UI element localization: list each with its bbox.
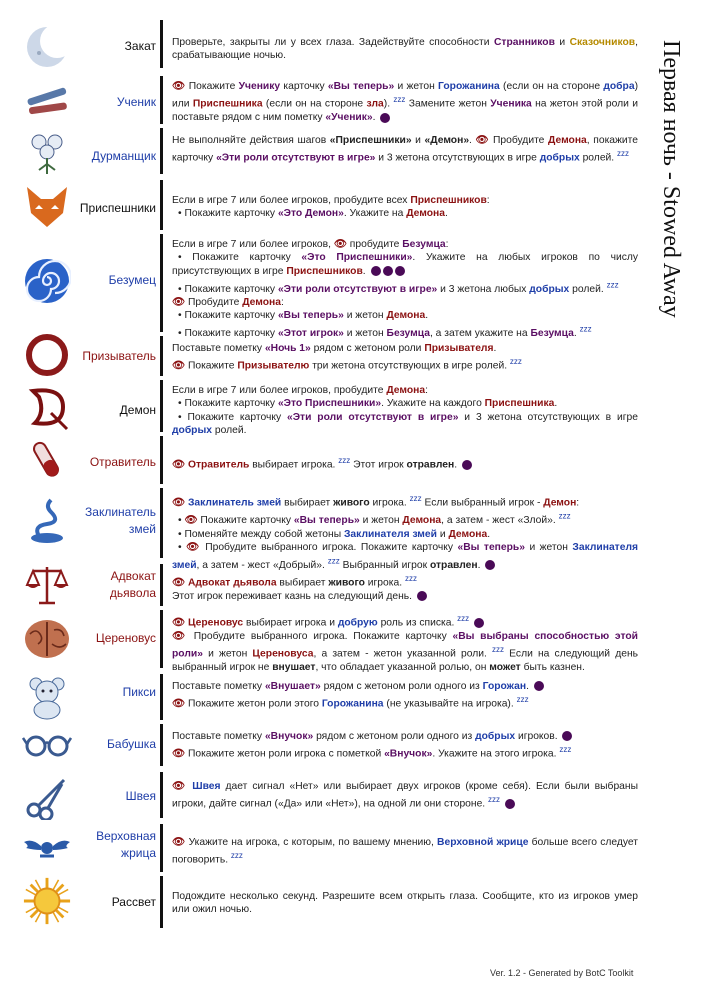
step-text: 👁 Адвокат дьявола выбирает живого игрока. $^{zzz}$ Этот игрок переживает казнь на следующий день. [172,572,638,603]
step-name: Ученик [116,95,156,109]
snake-icon [22,496,72,546]
step-name: Демон [119,403,156,417]
step-name: Цереновус [95,631,156,645]
step-text: 👁 Цереновус выбирает игрока и добрую роль из списка. $^{zzz}$ 👁 Пробудите выбранного игрока. Покажите карточку «Вы выбраны способностью этой роли» и жетон Цереновуса, а затем - жетон указанной роли. $^{zzz}$ Если на следующий день выбранный игрок не внушает, что обладает указанной ролью, он может быть казнен. [172,614,639,674]
step-divider [160,724,163,766]
step-row [0,564,640,606]
tools-icon [22,78,72,128]
step-divider [160,436,163,484]
step-row [0,380,640,437]
step-divider [160,674,163,720]
step-text: Не выполняйте действия шагов «Приспешники» и «Демон». 👁 Пробудите Демона, покажите карточку «Эти роли отсутствуют в игре» и 3 жетона отсутствующих в игре добрых ролей. $^{zzz}$ [172,135,638,164]
step-text: Поставьте пометку «Внучок» рядом с жетоном роли одного из добрых игроков. 👁 Покажите жетон роли игрока с пометкой «Внучок». Укажите на этого игрока. $^{zzz}$ [172,731,572,760]
scissors-icon [22,772,72,822]
step-divider [160,772,163,818]
step-text: Поставьте пометку «Внушает» рядом с жетоном роли одного из Горожан. 👁 Покажите жетон роли этого Горожанина (не указывайте на игрока). $^{zzz}$ [172,680,638,711]
fox-mask-icon [22,182,72,232]
step-divider [160,128,163,174]
step-divider [160,380,163,432]
step-name: Приспешники [79,201,156,215]
step-divider [160,20,163,68]
step-name: Рассвет [111,895,156,909]
ring-icon [22,330,72,380]
step-row [0,674,640,720]
brain-icon [22,614,72,664]
step-text: 👁 Покажите Ученику карточку «Вы теперь» и жетон Горожанина (если он на стороне добра) или Приспешника (если он на стороне зла). $^{zzz}$ Замените жетон Ученика на жетон этой роли и поставьте рядом с ним пометку «Ученик». [172,81,639,124]
step-row [0,488,640,571]
glasses-icon [22,720,72,770]
step-name: Швея [125,789,156,803]
step-divider [160,564,163,606]
step-name: Дурманщик [91,149,156,163]
moon-icon [22,22,72,72]
step-divider [160,824,163,872]
spiral-icon [22,256,72,306]
step-name: Призыватель [82,349,156,363]
step-name: Верховная жрица [96,829,156,860]
step-divider [160,76,163,124]
step-divider [160,610,163,668]
winged-disc-icon [22,824,72,874]
step-text: Если в игре 7 или более игроков, 👁 пробудите Безумца: • Покажите карточку «Это Приспешники». Укажите на любых игроков по числу присутствующих в игре Приспешников. • Покажите карточку «Эти роли отсутствуют в игре» и 3 жетона любых добрых ролей. $^{zzz}$ 👁 Пробудите Демона: • Покажите карточку «Вы теперь» и жетон Демона. • Покажите карточку «Этот игрок» и жетон Безумца, а затем укажите на Безумца. $^{zzz}$ [172,239,638,340]
step-row [0,234,640,340]
step-row [0,128,640,174]
step-divider [160,336,163,376]
step-divider [160,876,163,928]
step-row [0,772,640,818]
step-text: Если в игре 7 или более игроков, пробудите всех Приспешников: • Покажите карточку «Это Демон». Укажите на Демона. [172,195,490,220]
step-divider [160,180,163,230]
step-text: Поставьте пометку «Ночь 1» рядом с жетоном роли Призывателя. 👁 Покажите Призывателю три жетона отсутствующих в игре ролей. $^{zzz}$ [172,343,522,372]
vial-icon [22,436,72,486]
step-row [0,20,640,68]
step-text: Проверьте, закрыты ли у всех глаза. Задействуйте способности Странников и Сказочников, срабатывающие ночью. [172,37,638,62]
step-row [0,336,640,376]
step-text: 👁 Отравитель выбирает игрока. $^{zzz}$ Этот игрок отравлен. [172,454,638,472]
step-name: Безумец [108,273,156,287]
scales-icon [22,560,72,610]
step-row [0,76,640,124]
step-text: Если в игре 7 или более игроков, пробудите Демона: • Покажите карточку «Это Приспешники». Укажите на каждого Приспешника. • Покажите карточку «Эти роли отсутствуют в игре» и 3 жетона отсутствующих в игре добрых ролей. [172,385,638,437]
flower-icon [22,128,72,178]
teddy-icon [22,672,72,722]
step-row [0,876,640,928]
step-text: 👁 Укажите на игрока, с которым, по вашему мнению, Верховной жрице больше всего следует поговорить. $^{zzz}$ [172,837,638,866]
sun-icon [22,876,72,926]
step-divider [160,488,163,558]
step-name: Закат [124,39,156,53]
step-name: Пикси [122,685,156,699]
step-row [0,824,640,872]
step-text: 👁 Заклинатель змей выбирает живого игрока. $^{zzz}$ Если выбранный игрок - Демон: • 👁 Покажите карточку «Вы теперь» и жетон Демона, а затем - жест «Злой». $^{zzz}$ • Поменяйте между собой жетоны Заклинателя змей и Демона. • 👁 Пробудите выбранного игрока. Покажите карточку «Вы теперь» и жетон Заклинателя змей, а затем - жест «Добрый». $^{zzz}$ Выбранный игрок отравлен. [172,494,638,571]
step-row [0,610,640,674]
demon-letter-icon [22,382,72,432]
step-name: Отравитель [89,455,156,469]
step-text: 👁 Швея дает сигнал «Нет» или выбирает двух игроков (кроме себя). Если были выбраны игроки, дайте сигнал («Да» или «Нет»), на одной ли они стороне. $^{zzz}$ [172,781,638,810]
step-text: Подождите несколько секунд. Разрешите всем открыть глаза. Сообщите, кто из игроков умер или ожил ночью. [172,891,638,916]
page-title-text: Первая ночь - Stowed Away [658,40,684,318]
page-title [622,20,702,400]
step-row [0,180,640,230]
step-name: Адвокат дьявола [109,569,156,600]
step-row [0,436,640,484]
step-row [0,724,640,766]
footer-version: Ver. 1.2 - Generated by BotC Toolkit [490,968,634,978]
step-divider [160,234,163,332]
step-name: Бабушка [107,737,156,751]
step-name: Заклинатель змей [85,505,156,536]
